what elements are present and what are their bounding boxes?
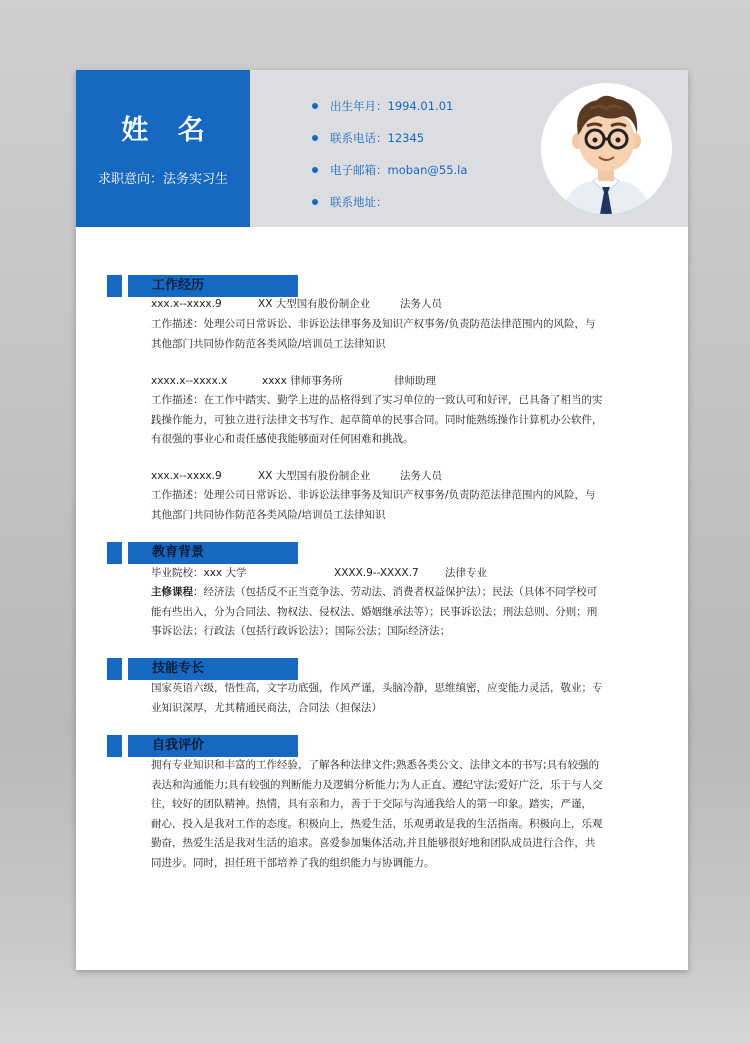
self-line: 表达和沟通能力;具有较强的判断能力及逻辑分析能力;为人正直、遵纪守法;爱好广泛，乐于与人交: [151, 778, 603, 791]
work-desc-3-line: 其他部门共同协作防范各类风险/培训员工法律知识: [151, 508, 386, 521]
self-line: 往，较好的团队精神。热情，具有亲和力，善于于交际与沟通我给人的第一印象。踏实，严谨，: [151, 798, 592, 811]
avatar: [541, 83, 672, 214]
contact-birth-text: 出生年月：1994.01.01: [330, 99, 454, 113]
contact-address: [312, 194, 467, 210]
work-desc-1: [151, 315, 641, 354]
work-desc-2-line: 践操作能力，可独立进行法律文书写作、起草简单的民事合同。同时能熟练操作计算机办公软件，: [151, 413, 603, 426]
work-role-1: 法务人员: [400, 298, 442, 310]
education-courses-line: 能有些出入，分为合同法、物权法、侵权法、婚姻继承法等）；民事诉讼法；刑法总则、分则；刑: [151, 605, 598, 618]
section-title-education: [107, 542, 298, 564]
self-line: 勤奋，热爱生活是我对生活的追求。喜爱参加集体活动,并且能够很好地和团队成员进行合作，共: [151, 837, 596, 850]
skills-line: 业知识深厚，尤其精通民商法，合同法（担保法）: [151, 701, 382, 714]
skills-text: [151, 679, 641, 718]
work-org-3: XX 大型国有股份制企业: [258, 470, 371, 482]
job-intent: 求职意向：法务实习生: [97, 172, 228, 187]
work-desc-1-line: 工作描述：处理公司日常诉讼、非诉讼法律事务及知识产权事务/负责防范法律范围内的风险，与: [151, 318, 596, 330]
contact-list: [312, 98, 467, 226]
courses-line-1: ：经济法（包括反不正当竞争法、劳动法、消费者权益保护法）；民法（具体不同学校可: [193, 586, 598, 598]
work-period-1: xxx.x--xxxx.9: [151, 298, 222, 310]
contact-phone-text: 联系电话：12345: [330, 131, 425, 145]
section-label: 教育背景: [128, 542, 298, 564]
section-label: 自我评价: [128, 735, 298, 757]
section-label: 工作经历: [128, 275, 298, 297]
name-box: [76, 70, 250, 227]
courses-label: 主修课程: [151, 586, 193, 598]
section-stripe: [107, 735, 122, 757]
education-period: XXXX.9--XXXX.7: [334, 567, 419, 579]
work-desc-2: [151, 391, 641, 450]
section-stripe: [107, 658, 122, 680]
contact-phone: [312, 130, 467, 146]
work-org-2: xxxx 律师事务所: [262, 375, 343, 387]
contact-email-text: 电子邮箱：moban@55.la: [330, 163, 468, 177]
skills-line: 国家英语六级，悟性高，文字功底强，作风严谨，头脑冷静，思维缜密，应变能力灵活，敬业；专: [151, 682, 603, 694]
education-courses-line: [151, 583, 641, 603]
self-line: 拥有专业知识和丰富的工作经验，了解各种法律文件;熟悉各类公文、法律文本的书写;具有较强的: [151, 759, 600, 771]
bullet-icon: [312, 167, 318, 173]
section-stripe: [107, 542, 122, 564]
bullet-icon: [312, 103, 318, 109]
education-courses-line: 事诉讼法；行政法（包括行政诉讼法）；国际公法；国际经济法；: [151, 625, 451, 638]
education-school: 毕业院校：xxx 大学: [151, 567, 247, 579]
section-title-self: [107, 735, 298, 757]
self-line: 耐心，投入是我对工作的态度。积极向上，热爱生活，乐观勇敢是我的生活指南。积极向上，乐观: [151, 817, 603, 830]
education-courses: [151, 583, 641, 642]
candidate-name: 姓 名: [121, 115, 215, 146]
self-line: 同进步。同时，担任班干部培养了我的组织能力与协调能力。: [151, 856, 435, 869]
self-evaluation-text: [151, 756, 641, 874]
bullet-icon: [312, 199, 318, 205]
contact-birth: [312, 98, 467, 114]
work-desc-3: [151, 486, 641, 525]
work-desc-2-line: 工作描述：在工作中踏实、勤学上进的品格得到了实习单位的一致认可和好评，已具备了相当的实: [151, 394, 603, 406]
section-title-work: [107, 275, 298, 297]
contact-email: [312, 162, 467, 178]
resume-page: [76, 70, 688, 970]
section-title-skills: [107, 658, 298, 680]
work-desc-2-line: 有很强的事业心和责任感使我能够面对任何困难和挑战。: [151, 433, 414, 446]
bullet-icon: [312, 135, 318, 141]
section-stripe: [107, 275, 122, 297]
work-role-2: 律师助理: [394, 375, 436, 387]
work-period-3: xxx.x--xxxx.9: [151, 470, 222, 482]
education-major: 法律专业: [445, 567, 487, 579]
section-label: 技能专长: [128, 658, 298, 680]
work-desc-3-line: 工作描述：处理公司日常诉讼、非诉讼法律事务及知识产权事务/负责防范法律范围内的风险，与: [151, 489, 596, 501]
work-period-2: xxxx.x--xxxx.x: [151, 375, 228, 387]
contact-address-text: 联系地址：: [330, 195, 388, 209]
work-desc-1-line: 其他部门共同协作防范各类风险/培训员工法律知识: [151, 337, 386, 350]
avatar-illustration-icon: [541, 83, 672, 214]
work-org-1: XX 大型国有股份制企业: [258, 298, 371, 310]
work-role-3: 法务人员: [400, 470, 442, 482]
